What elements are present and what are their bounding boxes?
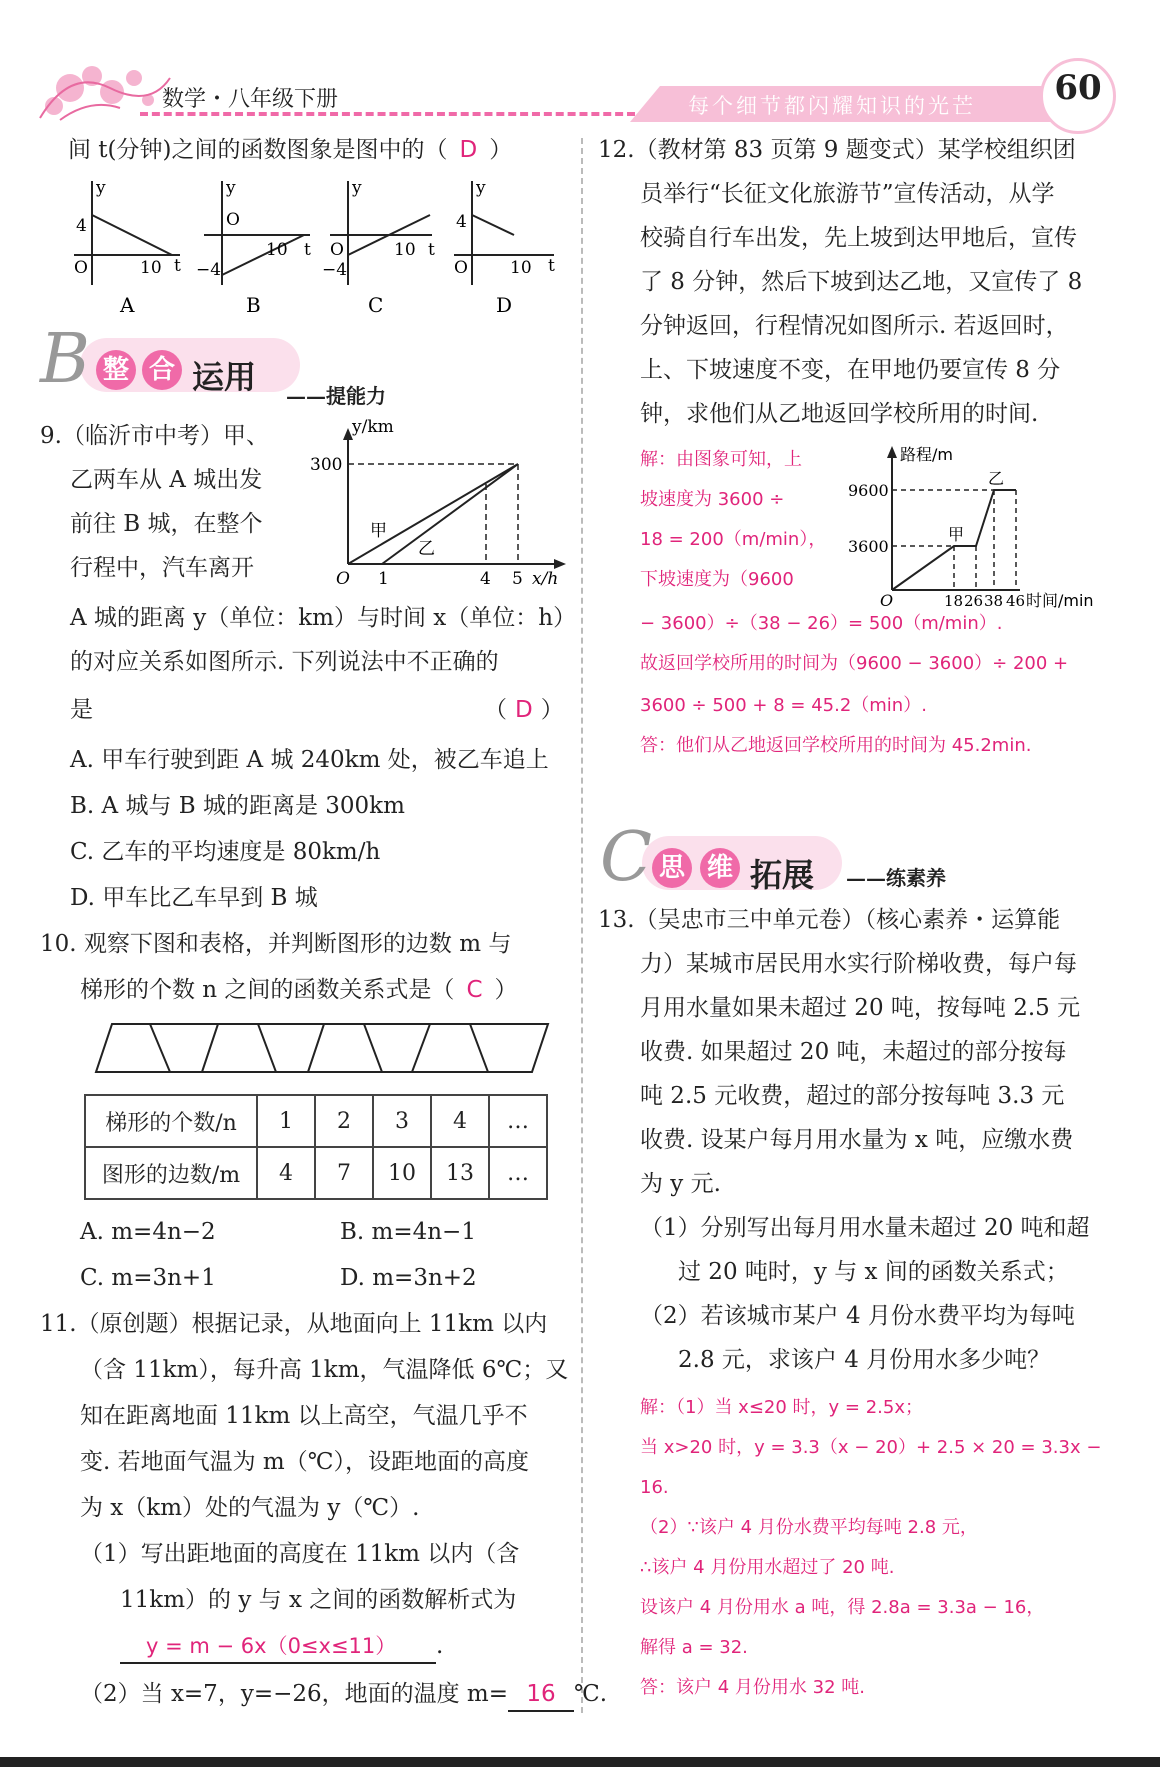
q9-xlabel: x/h xyxy=(532,569,559,589)
q9-answer-bracket: （ D ） xyxy=(484,697,564,723)
q12-xlabel: 时间/min xyxy=(1026,591,1094,610)
q8c-neg4: −4 xyxy=(322,260,348,280)
q8d-10: 10 xyxy=(510,258,532,278)
section-b-subtitle: ——提能力 xyxy=(286,384,386,408)
q8-text: 间 t(分钟)之间的函数图象是图中的（ xyxy=(68,137,448,163)
table-cell: 1 xyxy=(257,1095,315,1147)
q12-x18: 18 xyxy=(944,592,964,610)
q12-ylabel: 路程/m xyxy=(900,445,953,464)
q12-solution-5: − 3600）÷（38 − 26）= 500（m/min）. xyxy=(640,613,1003,634)
q12-line-7: 钟，求他们从乙地返回学校所用的时间. xyxy=(640,401,1039,427)
q8c-y: y xyxy=(352,178,362,198)
q11-line-5: 为 x（km）处的气温为 y（℃）. xyxy=(80,1495,420,1521)
q8-answer: D xyxy=(459,137,478,163)
table-cell: 3 xyxy=(373,1095,431,1147)
q13-part1-line-2: 过 20 吨时，y 与 x 间的函数关系式； xyxy=(678,1259,1069,1285)
q8-label-a: A xyxy=(120,293,135,317)
q9-answer: D xyxy=(515,697,533,723)
q13-line-2: 力）某城市居民用水实行阶梯收费，每户每 xyxy=(640,951,1077,977)
q9-line-1: 9.（临沂市中考）甲、 xyxy=(40,423,269,449)
q9-x5: 5 xyxy=(512,569,523,589)
q9-ylabel: y/km xyxy=(352,417,394,437)
q8c-t: t xyxy=(428,240,435,260)
q10-option-c: C. m=3n+1 xyxy=(80,1265,216,1291)
q12-y3600: 3600 xyxy=(848,537,889,556)
q13-solution-1: 解：（1）当 x≤20 时，y = 2.5x； xyxy=(640,1397,923,1418)
q8b-10: 10 xyxy=(266,240,288,260)
q9-x4: 4 xyxy=(480,569,491,589)
q12-line-1: 12.（教材第 83 页第 9 题变式）某学校组织团 xyxy=(598,137,1076,163)
section-b-letter: B xyxy=(40,320,90,399)
q9-line-3: 前往 B 城，在整个 xyxy=(70,511,263,537)
q13-solution-3: 16. xyxy=(640,1477,669,1498)
q13-solution-2: 当 x>20 时，y = 3.3（x − 20）+ 2.5 × 20 = 3.3x − xyxy=(640,1437,1102,1458)
q9-option-b: B. A 城与 B 城的距离是 300km xyxy=(70,793,405,819)
q8-graph-c xyxy=(322,178,435,317)
q9-x1: 1 xyxy=(378,569,389,589)
q12-solution-3: 18 = 200（m/min）， xyxy=(640,529,827,550)
q11-line-3: 知在距离地面 11km 以上高空，气温几乎不 xyxy=(80,1403,528,1429)
q11-part2-answer: 16 xyxy=(508,1678,574,1712)
q10-option-a: A. m=4n−2 xyxy=(80,1219,216,1245)
section-c-subtitle: ——练素养 xyxy=(846,866,946,890)
q8c-o: O xyxy=(330,240,344,260)
q8a-4: 4 xyxy=(76,216,87,236)
q9-line-6: 的对应关系如图所示. 下列说法中不正确的 xyxy=(70,649,499,675)
q9-yi: 乙 xyxy=(418,539,435,559)
q13-part1-line-1: （1）分别写出每月用水量未超过 20 吨和超 xyxy=(640,1215,1090,1241)
q12-line-5: 分钟返回，行程情况如图所示. 若返回时， xyxy=(640,313,1069,339)
q8-option-graphs xyxy=(60,175,570,315)
slogan-text: 每个细节都闪耀知识的光芒 xyxy=(688,94,976,118)
table-cell: 4 xyxy=(257,1147,315,1199)
subject-label: 数学・八年级下册 xyxy=(162,87,339,112)
q13-line-7: 为 y 元. xyxy=(640,1171,721,1197)
q12-solution-2: 坡速度为 3600 ÷ xyxy=(640,489,785,510)
q11-line-4: 变. 若地面气温为 m（℃），设距地面的高度 xyxy=(80,1449,529,1475)
q9-origin: O xyxy=(336,569,350,589)
q12-graph xyxy=(848,440,1120,615)
q8b-t: t xyxy=(304,240,311,260)
q10-line-2-text: 梯形的个数 n 之间的函数关系式是（ xyxy=(80,977,455,1003)
q9-line-4: 行程中，汽车离开 xyxy=(70,555,254,581)
q10-close: ） xyxy=(494,977,518,1003)
q13-solution-4: （2）∵该户 4 月份水费平均每吨 2.8 元， xyxy=(640,1517,978,1538)
q8-close: ） xyxy=(489,137,513,163)
q12-solution-8: 答：他们从乙地返回学校所用的时间为 45.2min. xyxy=(640,735,1032,756)
q10-option-d: D. m=3n+2 xyxy=(340,1265,477,1291)
q13-solution-8: 答：该户 4 月份用水 32 吨. xyxy=(640,1677,865,1698)
q13-part2-line-2: 2.8 元，求该户 4 月份用水多少吨？ xyxy=(678,1347,1051,1373)
q11-part1-answer: y = m − 6x（0≤x≤11） xyxy=(120,1630,436,1664)
header-dashed-rule xyxy=(140,112,635,116)
q8a-t: t xyxy=(174,256,181,276)
table-header-m: 图形的边数/m xyxy=(85,1147,257,1199)
q12-jia: 甲 xyxy=(948,525,965,544)
q8-graph-a xyxy=(60,175,181,317)
q9-line-7: 是 xyxy=(70,697,93,723)
q13-line-6: 收费. 设某户每月用水量为 x 吨，应缴水费 xyxy=(640,1127,1074,1153)
section-c-letter: C xyxy=(600,818,653,897)
q8-graph-b xyxy=(196,178,311,317)
q9-jia: 甲 xyxy=(370,521,387,541)
q12-line-2: 员举行“长征文化旅游节”宣传活动，从学 xyxy=(640,181,1055,207)
q12-y9600: 9600 xyxy=(848,481,889,500)
column-divider xyxy=(581,138,583,1713)
q12-x46: 46 xyxy=(1006,592,1026,610)
q13-line-3: 月用水量如果未超过 20 吨，按每吨 2.5 元 xyxy=(640,995,1081,1021)
q10-table xyxy=(84,1094,548,1200)
section-c-title: 拓展 xyxy=(750,856,815,894)
table-cell: … xyxy=(489,1095,547,1147)
page-number: 60 xyxy=(1054,68,1102,108)
section-b-badge-2: 合 xyxy=(142,350,182,390)
q8c-10: 10 xyxy=(394,240,416,260)
table-cell: 7 xyxy=(315,1147,373,1199)
q12-x38: 38 xyxy=(984,592,1004,610)
q11-part1-line-2: 11km）的 y 与 x 之间的函数解析式为 xyxy=(120,1587,517,1613)
section-b-badge-1: 整 xyxy=(96,350,136,390)
q11-part1-answer-line xyxy=(120,1624,443,1668)
q8-label-d: D xyxy=(496,293,513,317)
q8a-y: y xyxy=(96,178,106,198)
q10-option-b: B. m=4n−1 xyxy=(340,1219,476,1245)
q10-line-2 xyxy=(80,968,518,1012)
q9-graph xyxy=(300,418,570,588)
q11-part1-end: . xyxy=(436,1633,444,1659)
q13-solution-7: 解得 a = 32. xyxy=(640,1637,748,1658)
q12-solution-7: 3600 ÷ 500 + 8 = 45.2（min）. xyxy=(640,695,927,716)
q11-line-1: 11.（原创题）根据记录，从地面向上 11km 以内 xyxy=(40,1311,548,1337)
table-cell: 13 xyxy=(431,1147,489,1199)
q9-option-a: A. 甲车行驶到距 A 城 240km 处，被乙车追上 xyxy=(70,747,549,773)
q8-line xyxy=(68,128,512,172)
q11-part1-line-1: （1）写出距地面的高度在 11km 以内（含 xyxy=(80,1541,520,1567)
q8-label-b: B xyxy=(246,293,261,317)
q8d-y: y xyxy=(476,178,486,198)
table-row xyxy=(85,1095,547,1147)
table-cell: 2 xyxy=(315,1095,373,1147)
q10-line-1: 10. 观察下图和表格，并判断图形的边数 m 与 xyxy=(40,931,512,957)
table-row xyxy=(85,1147,547,1199)
q13-line-4: 收费. 如果超过 20 吨，未超过的部分按每 xyxy=(640,1039,1067,1065)
q13-line-5: 吨 2.5 元收费，超过的部分按每吨 3.3 元 xyxy=(640,1083,1065,1109)
table-cell: … xyxy=(489,1147,547,1199)
q11-part2-unit: ℃. xyxy=(574,1681,608,1707)
q9-line-5: A 城的距离 y（单位：km）与时间 x（单位：h） xyxy=(70,605,577,631)
q9-line-2: 乙两车从 A 城出发 xyxy=(70,467,263,493)
q8b-o: O xyxy=(226,210,240,230)
q8d-4: 4 xyxy=(456,212,467,232)
q12-line-3: 校骑自行车出发，先上坡到达甲地后，宣传 xyxy=(640,225,1077,251)
q13-part2-line-1: （2）若该城市某户 4 月份水费平均为每吨 xyxy=(640,1303,1075,1329)
page-bottom-bar xyxy=(0,1757,1160,1767)
q8b-neg4: −4 xyxy=(196,260,222,280)
q12-origin: O xyxy=(880,591,894,610)
section-c-badge-2: 维 xyxy=(700,848,740,888)
q12-solution-1: 解：由图象可知，上 xyxy=(640,449,802,470)
q8b-y: y xyxy=(226,178,236,198)
q8a-10: 10 xyxy=(140,258,162,278)
q11-line-2: （含 11km），每升高 1km，气温降低 6℃；又 xyxy=(80,1357,569,1383)
q8a-o: O xyxy=(74,258,88,278)
q8-label-c: C xyxy=(368,293,384,317)
q9-option-d: D. 甲车比乙车早到 B 城 xyxy=(70,885,318,911)
q11-part2-line xyxy=(80,1672,607,1716)
q8d-o: O xyxy=(454,258,468,278)
q11-part2-text: （2）当 x=7，y=−26，地面的温度 m= xyxy=(80,1681,509,1707)
q10-trapezoid-strip xyxy=(90,1020,550,1076)
q13-line-1: 13.（吴忠市三中单元卷）（核心素养・运算能 xyxy=(598,907,1061,933)
q12-solution-4: 下坡速度为（9600 xyxy=(640,569,794,590)
q9-option-c: C. 乙车的平均速度是 80km/h xyxy=(70,839,381,865)
q12-line-6: 上、下坡速度不变，在甲地仍要宣传 8 分 xyxy=(640,357,1061,383)
q12-yi: 乙 xyxy=(988,469,1005,488)
floral-ornament-icon xyxy=(30,48,180,128)
q9-y300: 300 xyxy=(310,455,343,475)
section-c-badge-1: 思 xyxy=(652,848,692,888)
q12-solution-6: 故返回学校所用的时间为（9600 − 3600）÷ 200 + xyxy=(640,653,1069,674)
q13-solution-6: 设该户 4 月份用水 a 吨，得 2.8a = 3.3a − 16， xyxy=(640,1597,1045,1618)
table-cell: 4 xyxy=(431,1095,489,1147)
q12-line-4: 了 8 分钟，然后下坡到达乙地，又宣传了 8 xyxy=(640,269,1083,295)
table-cell: 10 xyxy=(373,1147,431,1199)
section-b-title: 运用 xyxy=(192,358,257,396)
q8-graph-d xyxy=(454,178,555,317)
q13-solution-5: ∴该户 4 月份用水超过了 20 吨. xyxy=(640,1557,895,1578)
table-header-n: 梯形的个数/n xyxy=(85,1095,257,1147)
q10-answer: C xyxy=(466,977,483,1003)
q8d-t: t xyxy=(548,256,555,276)
q12-x26: 26 xyxy=(964,592,984,610)
